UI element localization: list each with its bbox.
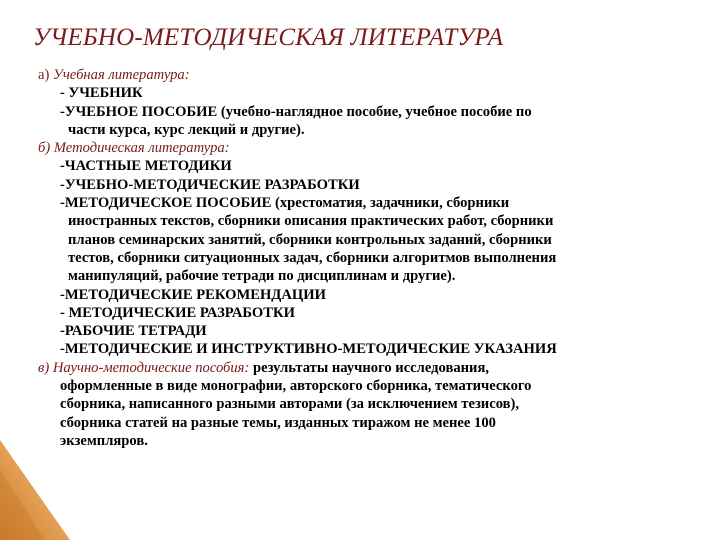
document-body [38, 66, 710, 450]
list-item: -МЕТОДИЧЕСКОЕ ПОСОБИЕ (хрестоматия, задачники, сборники [60, 195, 510, 212]
paragraph-line: сборника, написанного разными авторами (за исключением тезисов), [60, 396, 520, 413]
list-item-continuation: манипуляций, рабочие тетради по дисциплинам и другие). [68, 268, 456, 285]
section-a-heading [38, 66, 710, 84]
list-item: -УЧЕБНОЕ ПОСОБИЕ (учебно-наглядное пособие, учебное пособие по [60, 103, 532, 120]
list-item: -ЧАСТНЫЕ МЕТОДИКИ [60, 158, 232, 175]
page-title: УЧЕБНО-МЕТОДИЧЕСКАЯ ЛИТЕРАТУРА [33, 24, 504, 51]
list-item-continuation: тестов, сборники ситуационных задач, сборники алгоритмов выполнения [68, 249, 557, 266]
section-b-label: б) [38, 140, 51, 157]
section-c-heading [38, 359, 710, 377]
section-c-title: Научно-методические пособия: [52, 359, 250, 376]
section-c-label: в) [38, 359, 50, 376]
section-c-text: результаты научного исследования, [252, 359, 489, 376]
list-item: - УЧЕБНИК [60, 85, 143, 102]
list-item: -МЕТОДИЧЕСКИЕ И ИНСТРУКТИВНО-МЕТОДИЧЕСКИЕ УКАЗАНИЯ [60, 341, 557, 358]
section-a-label: а) [38, 67, 50, 83]
list-item-continuation: планов семинарских занятий, сборники контрольных заданий, сборники [68, 231, 552, 248]
section-b-heading [38, 139, 710, 157]
paragraph-line: экземпляров. [60, 432, 148, 449]
section-a-title: Учебная литература: [53, 67, 190, 83]
paragraph-line: сборника статей на разные темы, изданных тиражом не менее 100 [60, 414, 496, 431]
list-item: -РАБОЧИЕ ТЕТРАДИ [60, 323, 207, 340]
list-item: - МЕТОДИЧЕСКИЕ РАЗРАБОТКИ [60, 304, 295, 321]
list-item: -УЧЕБНО-МЕТОДИЧЕСКИЕ РАЗРАБОТКИ [60, 176, 360, 193]
paragraph-line: оформленные в виде монографии, авторского сборника, тематического [60, 378, 532, 395]
section-b-title: Методическая литература: [53, 140, 230, 157]
list-item: части курса, курс лекций и другие). [68, 121, 305, 138]
list-item: -МЕТОДИЧЕСКИЕ РЕКОМЕНДАЦИИ [60, 286, 326, 303]
corner-decoration [0, 440, 70, 540]
list-item-continuation: иностранных текстов, сборники описания практических работ, сборники [68, 213, 554, 230]
